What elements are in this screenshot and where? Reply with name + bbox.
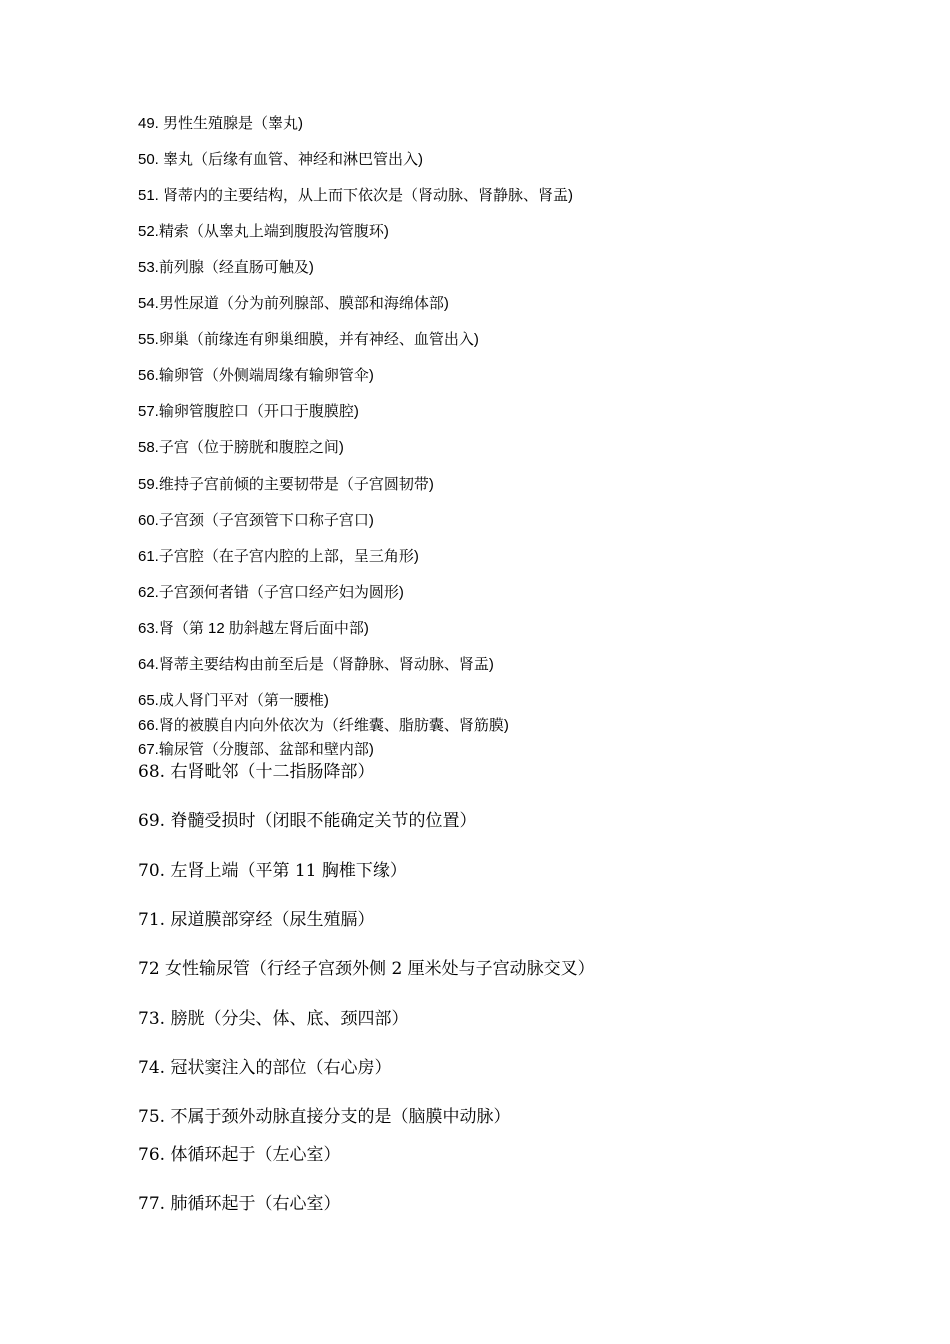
question-51: 51. 肾蒂内的主要结构，从上而下依次是（肾动脉、肾静脉、肾盂) xyxy=(138,187,574,204)
question-53: 53.前列腺（经直肠可触及) xyxy=(138,259,314,276)
question-49: 49. 男性生殖腺是（睾丸) xyxy=(138,115,304,132)
question-77: 77. 肺循环起于（右心室） xyxy=(138,1194,341,1214)
question-70: 70. 左肾上端（平第 11 胸椎下缘） xyxy=(138,861,407,881)
question-67: 67.输尿管（分腹部、盆部和壁内部) xyxy=(138,741,374,758)
question-62: 62.子宫颈何者错（子宫口经产妇为圆形) xyxy=(138,584,404,601)
question-61: 61.子宫腔（在子宫内腔的上部，呈三角形) xyxy=(138,548,419,565)
question-64: 64.肾蒂主要结构由前至后是（肾静脉、肾动脉、肾盂) xyxy=(138,656,494,673)
question-75: 75. 不属于颈外动脉直接分支的是（脑膜中动脉） xyxy=(138,1107,511,1127)
question-71: 71. 尿道膜部穿经（尿生殖膈） xyxy=(138,910,375,930)
question-52: 52.精索（从睾丸上端到腹股沟管腹环) xyxy=(138,223,389,240)
question-60: 60.子宫颈（子宫颈管下口称子宫口) xyxy=(138,512,374,529)
question-58: 58.子宫（位于膀胱和腹腔之间) xyxy=(138,439,344,456)
question-65: 65.成人肾门平对（第一腰椎) xyxy=(138,692,329,709)
question-55: 55.卵巢（前缘连有卵巢细膜，并有神经、血管出入) xyxy=(138,331,479,348)
question-66: 66.肾的被膜自内向外依次为（纤维囊、脂肪囊、肾筋膜) xyxy=(138,717,509,734)
question-54: 54.男性尿道（分为前列腺部、膜部和海绵体部) xyxy=(138,295,449,312)
question-74: 74. 冠状窦注入的部位（右心房） xyxy=(138,1058,392,1078)
question-59: 59.维持子宫前倾的主要韧带是（子宫圆韧带) xyxy=(138,476,434,493)
question-72: 72 女性输尿管（行经子宫颈外侧 2 厘米处与子宫动脉交叉） xyxy=(138,959,595,979)
question-76: 76. 体循环起于（左心室） xyxy=(138,1145,341,1165)
question-68: 68. 右肾毗邻（十二指肠降部） xyxy=(138,762,375,782)
question-56: 56.输卵管（外侧端周缘有输卵管伞) xyxy=(138,367,374,384)
question-50: 50. 睾丸（后缘有血管、神经和淋巴管出入) xyxy=(138,151,424,168)
question-57: 57.输卵管腹腔口（开口于腹膜腔) xyxy=(138,403,359,420)
question-63: 63.肾（第 12 肋斜越左肾后面中部) xyxy=(138,620,369,637)
question-69: 69. 脊髓受损时（闭眼不能确定关节的位置） xyxy=(138,811,477,831)
question-73: 73. 膀胱（分尖、体、底、颈四部） xyxy=(138,1009,409,1029)
